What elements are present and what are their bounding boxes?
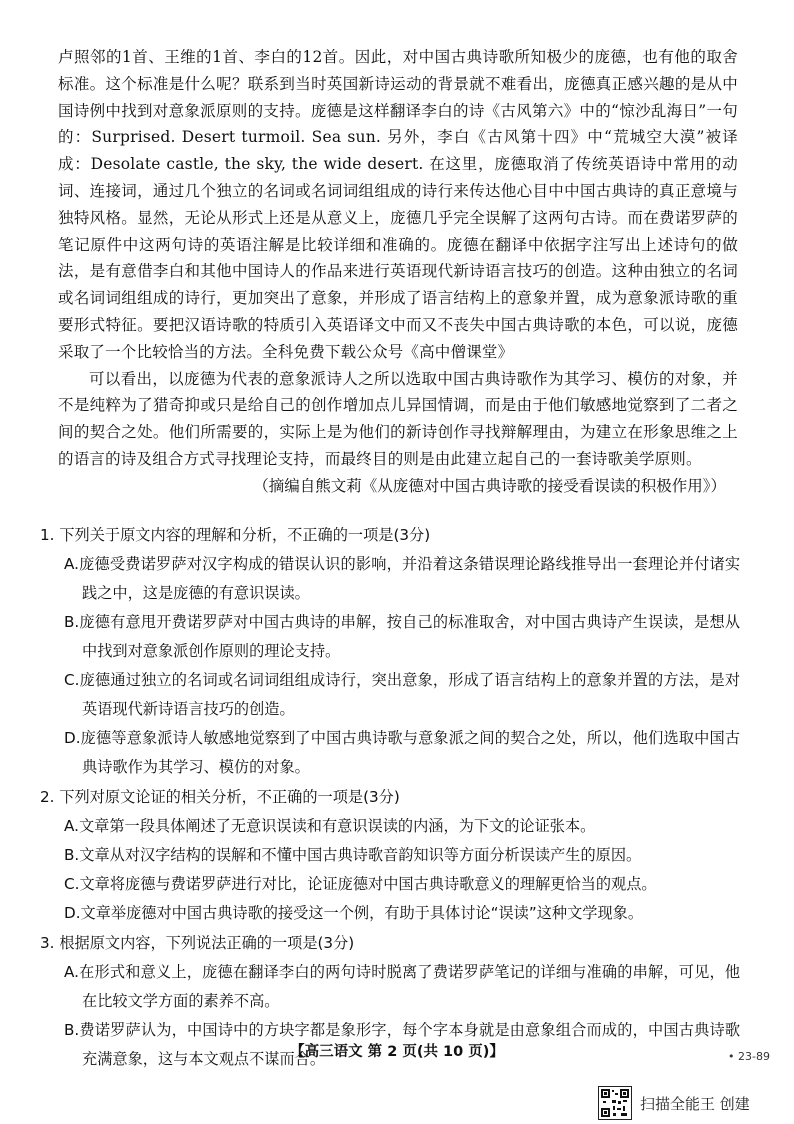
question-stem: 3. 根据原文内容，下列说法正确的一项是(3分): [40, 934, 355, 952]
option-letter: C.: [64, 671, 80, 689]
question-1: [40, 520, 740, 782]
option-text: 庞德通过独立的名词或名词词组组成诗行，突出意象，形成了语言结构上的意象并置的方法，是对英语现代新诗语言技巧的创造。: [79, 671, 740, 718]
option-letter: A.: [64, 963, 79, 981]
page-footer: 【高三语文 第 2 页(共 10 页)】: [290, 1044, 504, 1060]
option-letter: D.: [64, 729, 81, 747]
scanner-watermark: [598, 1086, 750, 1120]
option-b[interactable]: [40, 841, 740, 870]
option-text: 庞德有意甩开费诺罗萨对中国古典诗的串解，按自己的标准取舍，对中国古典诗产生误读，是想从中找到对意象派创作原则的理论支持。: [79, 613, 740, 660]
scanner-label: 扫描全能王 创建: [640, 1094, 750, 1113]
option-text: 在形式和意义上，庞德在翻译李白的两句诗时脱离了费诺罗萨笔记的详细与准确的串解，可见，他在比较文学方面的素养不高。: [78, 963, 740, 1010]
option-text: 文章举庞德对中国古典诗歌的接受这一个例，有助于具体讨论“误读”这种文学现象。: [80, 904, 644, 922]
option-letter: B.: [64, 846, 80, 864]
option-letter: A.: [64, 817, 79, 835]
passage-paragraph-1: 卢照邻的1首、王维的1首、李白的12首。因此，对中国古典诗歌所知极少的庞德，也有他的取舍标准。这个标准是什么呢？联系到当时英国新诗运动的背景就不难看出，庞德真正感兴趣的是从中国诗例中找到对意象派原则的支持。庞德是这样翻译李白的诗《古风第六》中的“惊沙乱海日”一句的：Surprised. Desert turmoil. Sea sun. 另外，李白《古风第十四》中“荒城空大漠”被译成：Desolate castle, the sky, the wide desert. 在这里，庞德取消了传统英语诗中常用的动词、连接词，通过几个独立的名词或名词词组组成的诗行来传达他心目中中国古典诗的真正意境与独特风格。显然，无论从形式上还是从意义上，庞德几乎完全误解了这两句古诗。而在费诺罗萨的笔记原件中这两句诗的英语注解是比较详细和准确的。庞德在翻译中依据字注写出上述诗句的做法，是有意借李白和其他中国诗人的作品来进行英语现代新诗语言技巧的创造。这种由独立的名词或名词词组组成的诗行，更加突出了意象，并形成了语言结构上的意象并置，成为意象派诗歌的重要形式特征。要把汉语诗歌的特质引入英语译文中而又不丧失中国古典诗歌的本色，可以说，庞德采取了一个比较恰当的方法。全科免费下载公众号《高中僧课堂》: [58, 48, 738, 361]
option-letter: D.: [64, 904, 81, 922]
option-c[interactable]: [40, 666, 740, 724]
option-text: 费诺罗萨认为，中国诗中的方块字都是象形字，每个字本身就是由意象组合而成的，中国古典诗歌充满意象，这与本文观点不谋而合。: [79, 1021, 740, 1068]
passage-source: （摘编自熊文莉《从庞德对中国古典诗歌的接受看误读的积极作用》）: [253, 476, 726, 495]
option-text: 文章从对汉字结构的误解和不懂中国古典诗歌音韵知识等方面分析误读产生的原因。: [79, 846, 642, 864]
option-letter: B.: [64, 1021, 80, 1039]
reading-passage: [58, 44, 738, 500]
passage-paragraph-2: 可以看出，以庞德为代表的意象派诗人之所以选取中国古典诗歌作为其学习、模仿的对象，并不是纯粹为了猎奇抑或只是给自己的创作增加点儿异国情调，而是由于他们敏感地觉察到了二者之间的契合之处。他们所需要的，实际上是为他们的新诗创作寻找辩解理由，为建立在形象思维之上的语言的诗及组合方式寻找理论支持，而最终目的则是由此建立起自己的一套诗歌美学原则。: [58, 369, 738, 468]
option-d[interactable]: [40, 724, 740, 782]
option-letter: A.: [64, 555, 79, 573]
question-list: [40, 520, 740, 1074]
option-text: 庞德等意象派诗人敏感地觉察到了中国古典诗歌与意象派之间的契合之处，所以，他们选取中国古典诗歌作为其学习、模仿的对象。: [80, 729, 740, 776]
option-c[interactable]: [40, 870, 740, 899]
question-2: [40, 782, 740, 928]
qr-code-icon: [598, 1086, 632, 1120]
option-letter: B.: [64, 613, 80, 631]
option-d[interactable]: [40, 899, 740, 928]
option-b[interactable]: [40, 608, 740, 666]
option-a[interactable]: [40, 958, 740, 1016]
question-stem: 1. 下列关于原文内容的理解和分析，不正确的一项是(3分): [40, 526, 431, 544]
option-text: 庞德受费诺罗萨对汉字构成的错误认识的影响，并沿着这条错误理论路线推导出一套理论并付诸实践之中，这是庞德的有意识误读。: [78, 555, 740, 602]
option-letter: C.: [64, 875, 80, 893]
page-code: • 23-89: [728, 1050, 770, 1063]
option-a[interactable]: [40, 550, 740, 608]
option-text: 文章将庞德与费诺罗萨进行对比，论证庞德对中国古典诗歌意义的理解更恰当的观点。: [79, 875, 657, 893]
option-a[interactable]: [40, 812, 740, 841]
option-text: 文章第一段具体阐述了无意识误读和有意识误读的内涵，为下文的论证张本。: [78, 817, 596, 835]
question-stem: 2. 下列对原文论证的相关分析，不正确的一项是(3分): [40, 788, 400, 806]
